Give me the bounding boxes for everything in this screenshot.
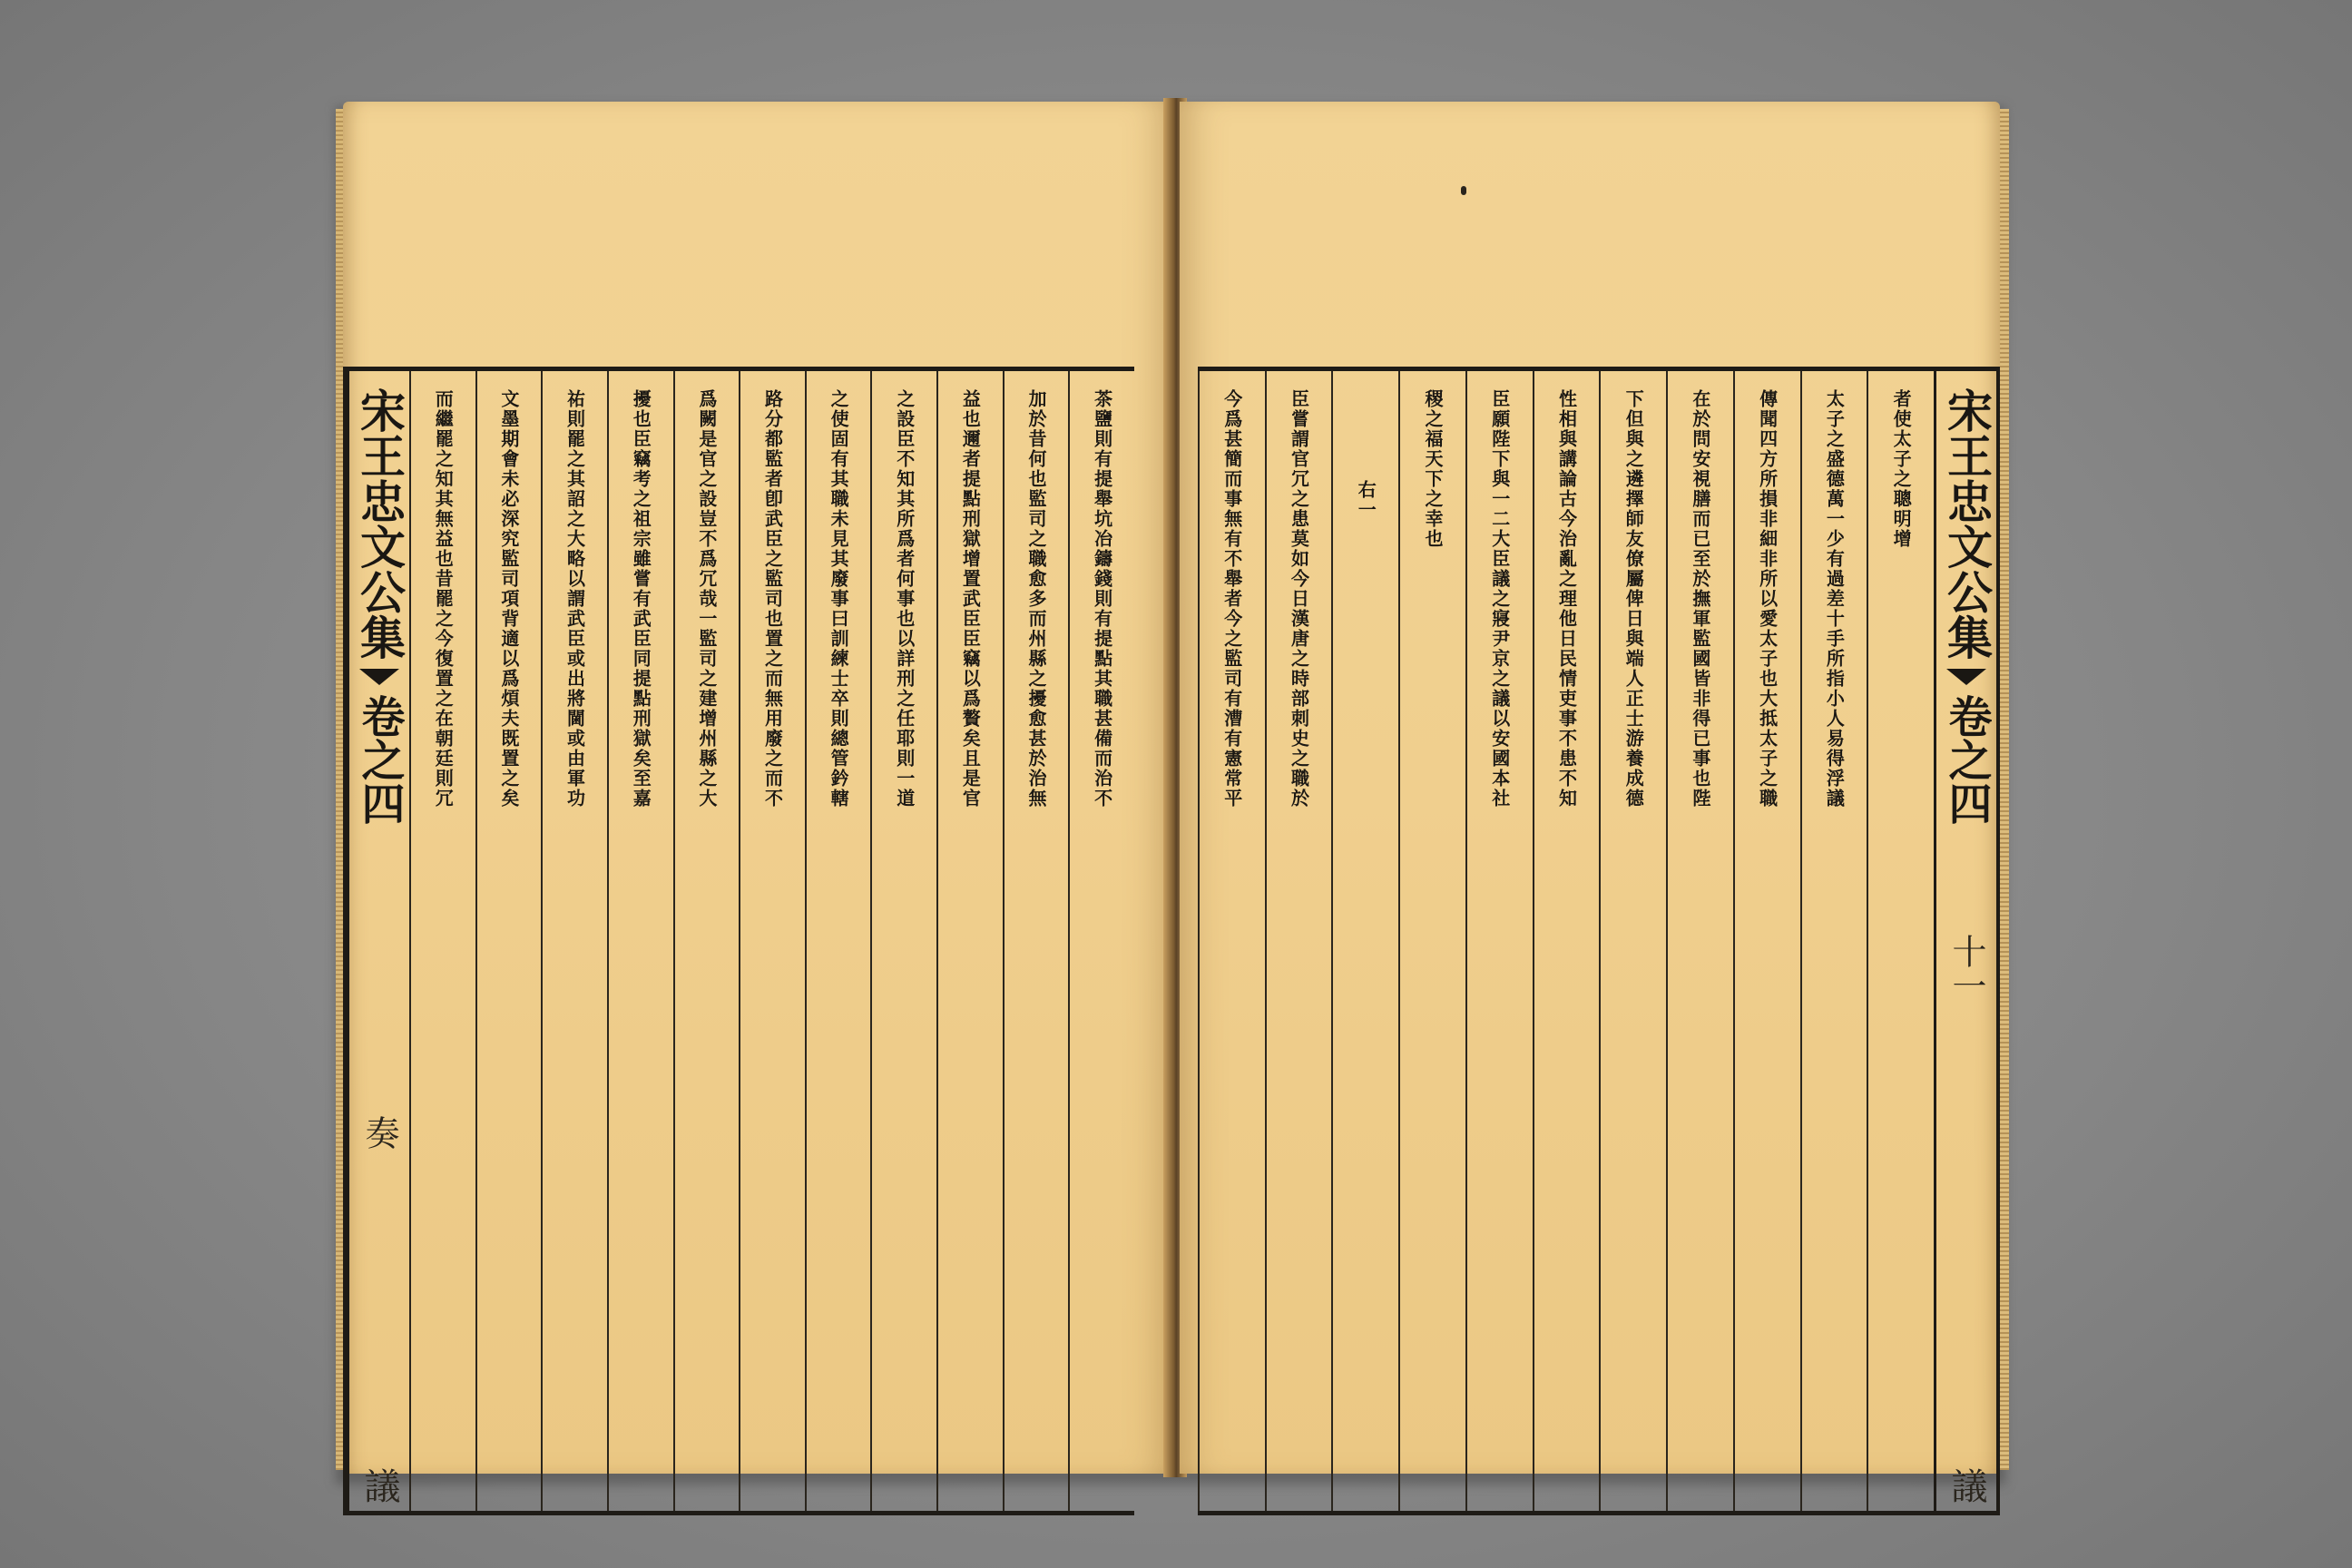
banxin-section: 議	[358, 1467, 400, 1504]
left-page-columns	[347, 371, 1134, 1511]
column-text: 加於昔何也監司之職愈多而州縣之擾愈甚於治無	[1025, 389, 1048, 808]
banxin-folio: 奏	[358, 1115, 399, 1150]
column-text: 文墨期會未必深究監司項背適以爲煩夫既置之矣	[497, 389, 520, 808]
text-column	[870, 371, 936, 1511]
text-column	[1398, 371, 1465, 1511]
text-column	[1265, 371, 1332, 1511]
column-text: 性相與講論古今治亂之理他日民情吏事不患不知	[1555, 389, 1578, 808]
text-column	[936, 371, 1003, 1511]
text-column	[1800, 371, 1867, 1511]
column-text: 今爲甚簡而事無有不舉者今之監司有漕有憲常平	[1220, 389, 1243, 808]
banxin-juan: 卷之四	[353, 694, 405, 825]
left-page-frame	[343, 367, 1134, 1515]
right-page-columns	[1198, 371, 1996, 1511]
column-text: 傳聞四方所損非細非所以愛太子也大抵太子之職	[1756, 389, 1779, 808]
text-column	[673, 371, 740, 1511]
column-text: 下但與之遴擇師友僚屬俾日與端人正士游養成德	[1622, 389, 1645, 808]
column-text: 之使固有其職未見其廢事曰訓練士卒則總管鈐轄	[828, 389, 850, 808]
text-column	[1465, 371, 1533, 1511]
text-column	[1599, 371, 1666, 1511]
banxin-section: 議	[1945, 1467, 1987, 1504]
text-column	[541, 371, 607, 1511]
column-text: 臣願陛下與一二大臣議之寢尹京之議以安國本社	[1488, 389, 1511, 808]
column-text: 而繼罷之知其無益也昔罷之今復置之在朝廷則冗	[432, 389, 455, 808]
column-text: 祐則罷之其詔之大略以謂武臣或出將閫或由軍功	[564, 389, 586, 808]
fishtail-mark	[359, 669, 399, 685]
banxin-juan: 卷之四	[1941, 694, 1992, 825]
text-column	[1198, 371, 1265, 1511]
text-column	[1068, 371, 1134, 1511]
text-column	[739, 371, 805, 1511]
text-column	[1003, 371, 1069, 1511]
right-page-frame	[1198, 367, 2000, 1515]
column-text: 擾也臣竊考之祖宗雖嘗有武臣同提點刑獄矣至嘉	[630, 389, 652, 808]
text-column	[1867, 371, 1936, 1511]
column-text: 在於問安視膳而已至於撫軍監國皆非得已事也陛	[1689, 389, 1711, 808]
right-page	[1180, 102, 2000, 1504]
left-page	[343, 102, 1171, 1504]
text-column	[475, 371, 542, 1511]
banxin-title: 宋王忠文公集	[352, 387, 407, 660]
column-text: 太子之盛德萬一少有過差十手所指小人易得浮議	[1823, 389, 1846, 808]
column-text: 路分都監者卽武臣之監司也置之而無用廢之而不	[761, 389, 784, 808]
column-text: 者使太子之聰明增	[1890, 389, 1913, 549]
fishtail-mark	[1946, 669, 1986, 685]
banxin-title: 宋王忠文公集	[1940, 387, 1994, 660]
text-column	[1733, 371, 1800, 1511]
ink-speck	[1461, 186, 1466, 195]
column-text: 益也邇者提點刑獄增置武臣臣竊以爲贅矣且是官	[959, 389, 982, 808]
left-banxin	[347, 371, 409, 1511]
text-column	[607, 371, 673, 1511]
banxin-folio: 十一	[1946, 934, 1986, 1003]
column-text: 茶鹽則有提舉坑冶鑄錢則有提點其職甚備而治不	[1091, 389, 1113, 808]
text-column	[1331, 371, 1398, 1511]
text-column	[1666, 371, 1733, 1511]
column-text: 稷之福天下之幸也	[1421, 389, 1444, 549]
text-column	[805, 371, 871, 1511]
column-text: 爲闕是官之設豈不爲冗哉一監司之建增州縣之大	[695, 389, 718, 808]
right-banxin	[1936, 371, 1996, 1511]
text-column	[409, 371, 475, 1511]
column-text: 之設臣不知其所爲者何事也以詳刑之任耶則一道	[893, 389, 916, 808]
column-text: 右一	[1355, 480, 1377, 520]
column-text: 臣嘗謂官冗之患莫如今日漢唐之時部刺史之職於	[1288, 389, 1310, 808]
text-column	[1533, 371, 1600, 1511]
